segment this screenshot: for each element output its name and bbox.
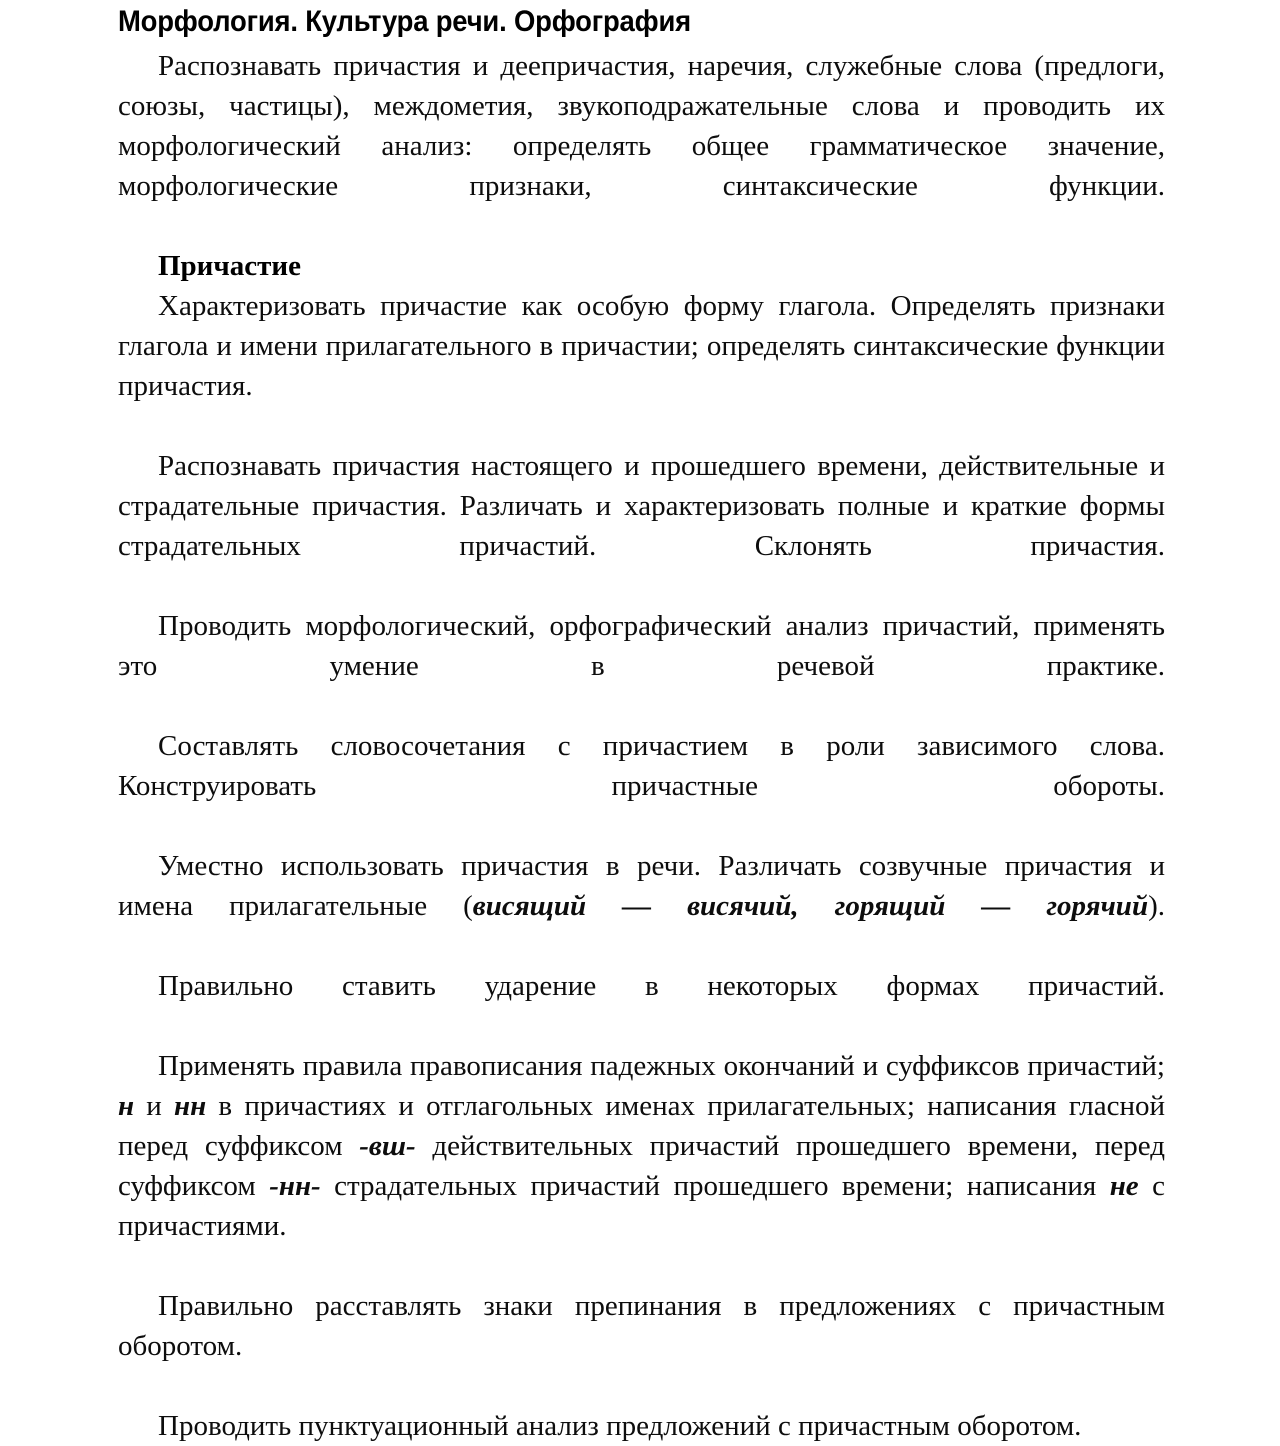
paragraph-8-mid-3: действительных причастий прошедшего времени, перед суффиксом [118,1130,1165,1202]
term-ne: не [1109,1170,1139,1202]
term-visyashchiy: висящий [472,890,587,922]
paragraph-8-tail: с причастиями. [118,1170,1165,1242]
paragraph-stress-placement: Правильно ставить ударение в некоторых формах причастий. [158,970,1165,1002]
term-suffix-nn: -нн- [269,1170,321,1202]
paragraph-spelling-rules [118,1046,1165,1286]
paragraph-homophonic-adjectives [118,846,1165,966]
paragraph-tense-and-voice: Распознавать причастия настоящего и прошедшего времени, действительные и страдательные причастия. Различать и характеризовать полные и краткие формы страдательных причастий. Склонять причастия. [118,450,1165,562]
paragraph-6-tail: ). [1148,890,1165,922]
page-title: Морфология. Культура речи. Орфография [118,5,691,38]
paragraph-8-mid-1: и [134,1090,175,1122]
paragraph-punctuation-placement: Правильно расставлять знаки препинания в предложениях с причастным оборотом. [118,1290,1165,1362]
term-suffix-vsh: -вш- [359,1130,416,1162]
dash-separator-1: — [586,890,688,922]
term-goryachiy: горячий [1046,890,1149,922]
paragraph-morphological-analysis: Проводить морфологический, орфографический анализ причастий, применять это умение в речевой практике. [118,610,1165,682]
paragraph-8-mid-4: страдательных причастий прошедшего времени; написания [320,1170,1110,1202]
term-visyachiy-goryashchiy: висячий, горящий [687,890,946,922]
paragraph-8-lead: Применять правила правописания падежных окончаний и суффиксов причастий; [158,1050,1165,1082]
paragraph-punctuation-analysis: Проводить пунктуационный анализ предложений с причастным оборотом. [158,1410,1082,1442]
paragraph-6-lead: Уместно использовать причастия в речи. Различать созвучные причастия и имена прилагательные ( [118,850,1165,922]
paragraph-characterize-participle: Характеризовать причастие как особую форму глагола. Определять признаки глагола и имени прилагательного в причастии; определять синтаксические функции причастия. [118,290,1165,402]
paragraph-word-combinations: Составлять словосочетания с причастием в роли зависимого слова. Конструировать причастные обороты. [118,730,1165,802]
subsection-title-participle: Причастие [158,250,301,282]
dash-separator-2: — [945,890,1047,922]
term-n: н [118,1090,135,1122]
paragraph-8-mid-2: в причастиях и отглагольных именах прилагательных; написания гласной перед суффиксом [118,1090,1165,1162]
paragraph-recognize-participles: Распознавать причастия и деепричастия, наречия, служебные слова (предлоги, союзы, частицы), междометия, звукоподражательные слова и проводить их морфологический анализ: определять общее грамматическое значение, морфологические признаки, синтаксические функции. [118,50,1165,202]
term-nn: нн [174,1090,207,1122]
